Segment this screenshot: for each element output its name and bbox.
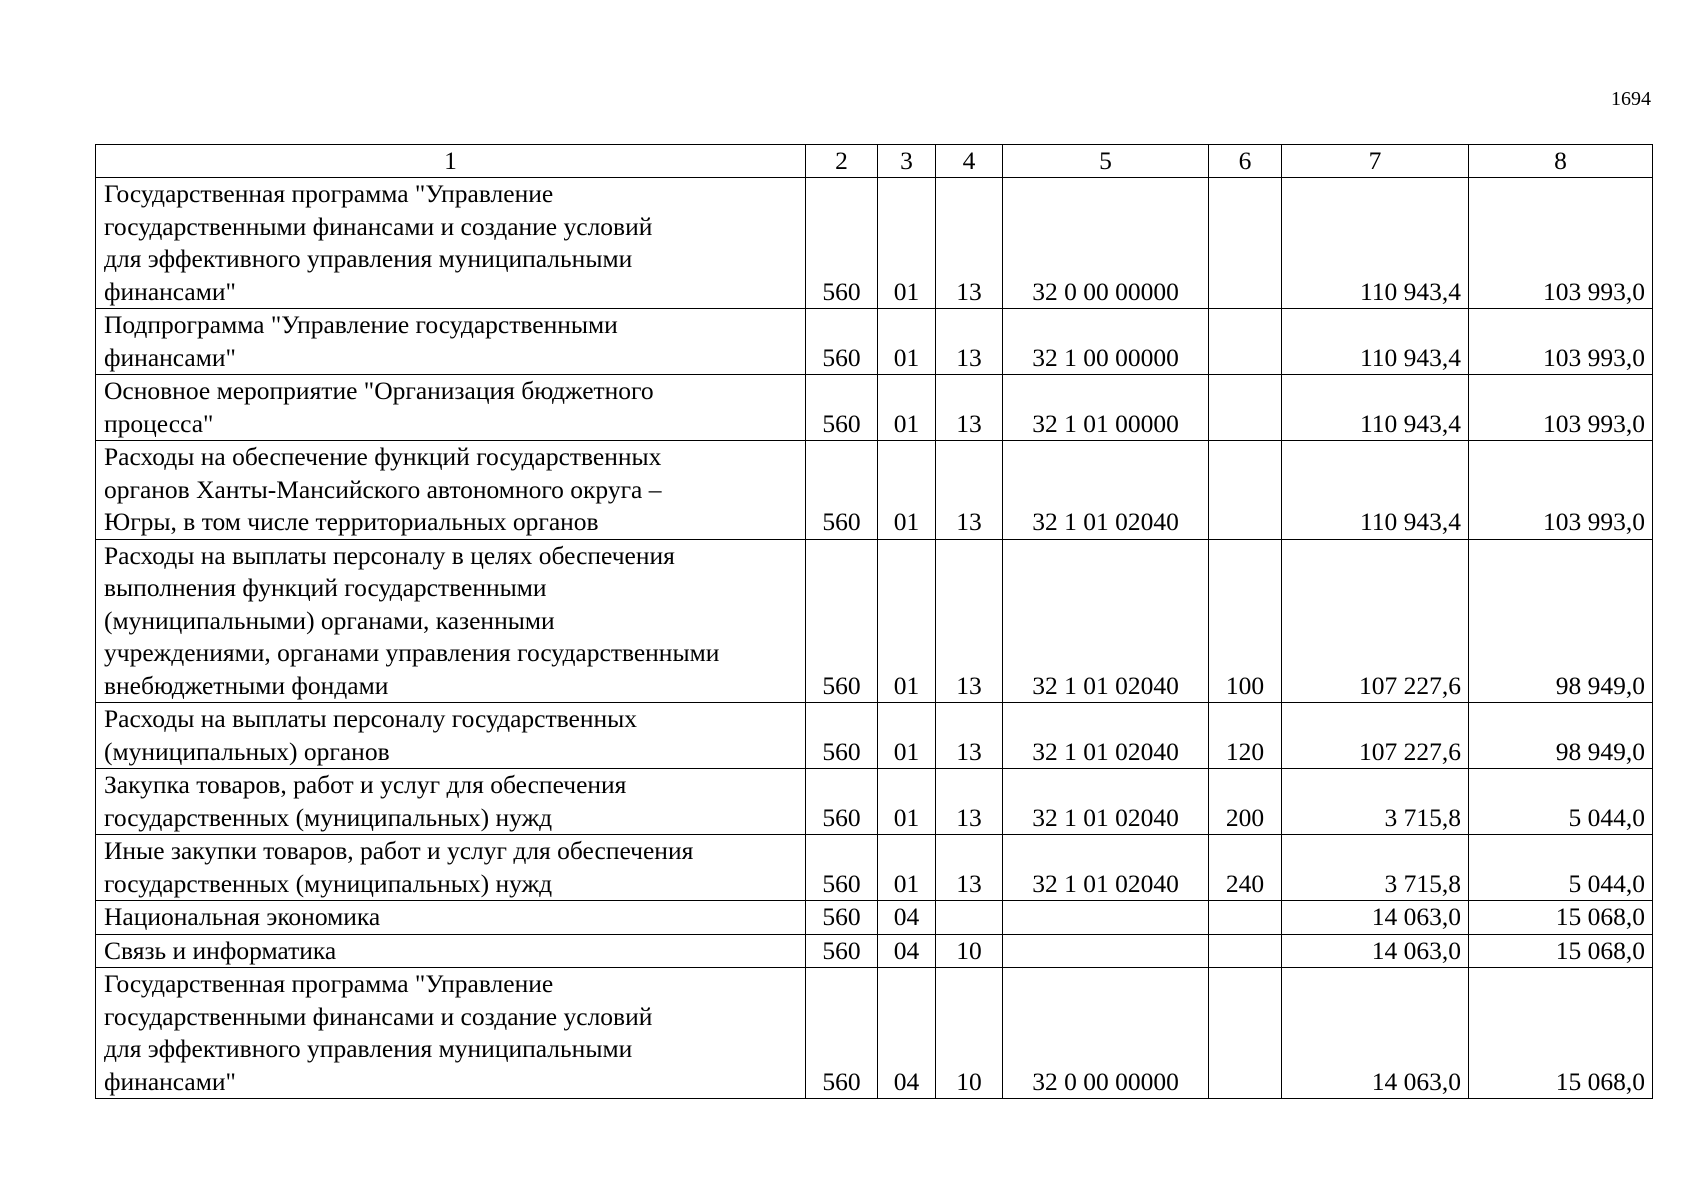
table-row — [96, 835, 1653, 901]
amount-column-8: 98 949,0 — [1469, 703, 1653, 769]
column-header: 2 — [806, 145, 878, 178]
expense-type-code: 120 — [1209, 703, 1282, 769]
table-row — [96, 441, 1653, 540]
expense-type-code — [1209, 375, 1282, 441]
expense-type-code — [1209, 441, 1282, 540]
expense-type-code — [1209, 901, 1282, 935]
ministry-code: 560 — [806, 375, 878, 441]
row-description: Расходы на выплаты персоналу государственных (муниципальных) органов — [96, 703, 806, 769]
ministry-code: 560 — [806, 539, 878, 703]
ministry-code: 560 — [806, 968, 878, 1099]
ministry-code: 560 — [806, 441, 878, 540]
row-description: Расходы на обеспечение функций государственных органов Ханты-Мансийского автономного округа – Югры, в том числе территориальных органов — [96, 441, 806, 540]
subsection-code: 13 — [936, 309, 1003, 375]
expense-type-code — [1209, 309, 1282, 375]
subsection-code: 13 — [936, 835, 1003, 901]
subsection-code: 13 — [936, 539, 1003, 703]
amount-column-8: 103 993,0 — [1469, 309, 1653, 375]
target-article-code: 32 1 01 02040 — [1003, 539, 1209, 703]
subsection-code: 13 — [936, 769, 1003, 835]
row-description: Закупка товаров, работ и услуг для обеспечения государственных (муниципальных) нужд — [96, 769, 806, 835]
target-article-code: 32 1 01 02040 — [1003, 769, 1209, 835]
table-row — [96, 539, 1653, 703]
section-code: 04 — [878, 901, 936, 935]
column-header: 7 — [1282, 145, 1469, 178]
amount-column-7: 107 227,6 — [1282, 539, 1469, 703]
amount-column-7: 3 715,8 — [1282, 835, 1469, 901]
column-header: 8 — [1469, 145, 1653, 178]
subsection-code: 10 — [936, 968, 1003, 1099]
section-code: 01 — [878, 375, 936, 441]
row-description: Расходы на выплаты персоналу в целях обеспечения выполнения функций государственными (муниципальными) органами, казенными учреждениями, органами управления государственными внебюджетными фондами — [96, 539, 806, 703]
ministry-code: 560 — [806, 835, 878, 901]
target-article-code: 32 1 01 00000 — [1003, 375, 1209, 441]
row-description: Связь и информатика — [96, 934, 806, 968]
table-row — [96, 769, 1653, 835]
amount-column-8: 98 949,0 — [1469, 539, 1653, 703]
expense-type-code: 200 — [1209, 769, 1282, 835]
column-header: 6 — [1209, 145, 1282, 178]
section-code: 01 — [878, 309, 936, 375]
amount-column-8: 15 068,0 — [1469, 968, 1653, 1099]
table-row — [96, 901, 1653, 935]
column-header: 1 — [96, 145, 806, 178]
table-row — [96, 968, 1653, 1099]
subsection-code: 13 — [936, 441, 1003, 540]
target-article-code: 32 0 00 00000 — [1003, 178, 1209, 309]
expense-type-code: 240 — [1209, 835, 1282, 901]
ministry-code: 560 — [806, 703, 878, 769]
amount-column-7: 14 063,0 — [1282, 901, 1469, 935]
table-row — [96, 178, 1653, 309]
section-code: 01 — [878, 703, 936, 769]
ministry-code: 560 — [806, 769, 878, 835]
table-header-row — [96, 145, 1653, 178]
column-header: 3 — [878, 145, 936, 178]
amount-column-8: 5 044,0 — [1469, 835, 1653, 901]
expense-type-code — [1209, 178, 1282, 309]
expense-type-code — [1209, 934, 1282, 968]
section-code: 04 — [878, 934, 936, 968]
row-description: Государственная программа "Управление государственными финансами и создание условий для эффективного управления муниципальными финансами" — [96, 178, 806, 309]
target-article-code: 32 1 01 02040 — [1003, 703, 1209, 769]
expense-type-code — [1209, 968, 1282, 1099]
row-description: Национальная экономика — [96, 901, 806, 935]
amount-column-8: 103 993,0 — [1469, 441, 1653, 540]
ministry-code: 560 — [806, 901, 878, 935]
budget-table — [95, 144, 1653, 1099]
subsection-code: 13 — [936, 375, 1003, 441]
ministry-code: 560 — [806, 309, 878, 375]
expense-type-code: 100 — [1209, 539, 1282, 703]
target-article-code: 32 0 00 00000 — [1003, 968, 1209, 1099]
amount-column-7: 3 715,8 — [1282, 769, 1469, 835]
amount-column-8: 103 993,0 — [1469, 178, 1653, 309]
target-article-code — [1003, 901, 1209, 935]
table-row — [96, 309, 1653, 375]
table-row — [96, 703, 1653, 769]
subsection-code — [936, 901, 1003, 935]
table-row — [96, 375, 1653, 441]
amount-column-7: 110 943,4 — [1282, 178, 1469, 309]
target-article-code: 32 1 01 02040 — [1003, 441, 1209, 540]
column-header: 4 — [936, 145, 1003, 178]
subsection-code: 10 — [936, 934, 1003, 968]
target-article-code — [1003, 934, 1209, 968]
row-description: Подпрограмма "Управление государственными финансами" — [96, 309, 806, 375]
section-code: 01 — [878, 835, 936, 901]
amount-column-7: 107 227,6 — [1282, 703, 1469, 769]
row-description: Иные закупки товаров, работ и услуг для обеспечения государственных (муниципальных) нужд — [96, 835, 806, 901]
row-description: Государственная программа "Управление государственными финансами и создание условий для эффективного управления муниципальными финансами" — [96, 968, 806, 1099]
table-row — [96, 934, 1653, 968]
subsection-code: 13 — [936, 178, 1003, 309]
section-code: 01 — [878, 539, 936, 703]
amount-column-7: 110 943,4 — [1282, 441, 1469, 540]
column-header: 5 — [1003, 145, 1209, 178]
amount-column-7: 14 063,0 — [1282, 934, 1469, 968]
ministry-code: 560 — [806, 178, 878, 309]
section-code: 01 — [878, 769, 936, 835]
amount-column-7: 110 943,4 — [1282, 309, 1469, 375]
ministry-code: 560 — [806, 934, 878, 968]
target-article-code: 32 1 00 00000 — [1003, 309, 1209, 375]
amount-column-8: 15 068,0 — [1469, 934, 1653, 968]
amount-column-8: 5 044,0 — [1469, 769, 1653, 835]
row-description: Основное мероприятие "Организация бюджетного процесса" — [96, 375, 806, 441]
amount-column-8: 103 993,0 — [1469, 375, 1653, 441]
section-code: 01 — [878, 178, 936, 309]
amount-column-8: 15 068,0 — [1469, 901, 1653, 935]
amount-column-7: 110 943,4 — [1282, 375, 1469, 441]
subsection-code: 13 — [936, 703, 1003, 769]
section-code: 04 — [878, 968, 936, 1099]
page-number: 1694 — [1611, 88, 1651, 110]
section-code: 01 — [878, 441, 936, 540]
amount-column-7: 14 063,0 — [1282, 968, 1469, 1099]
target-article-code: 32 1 01 02040 — [1003, 835, 1209, 901]
